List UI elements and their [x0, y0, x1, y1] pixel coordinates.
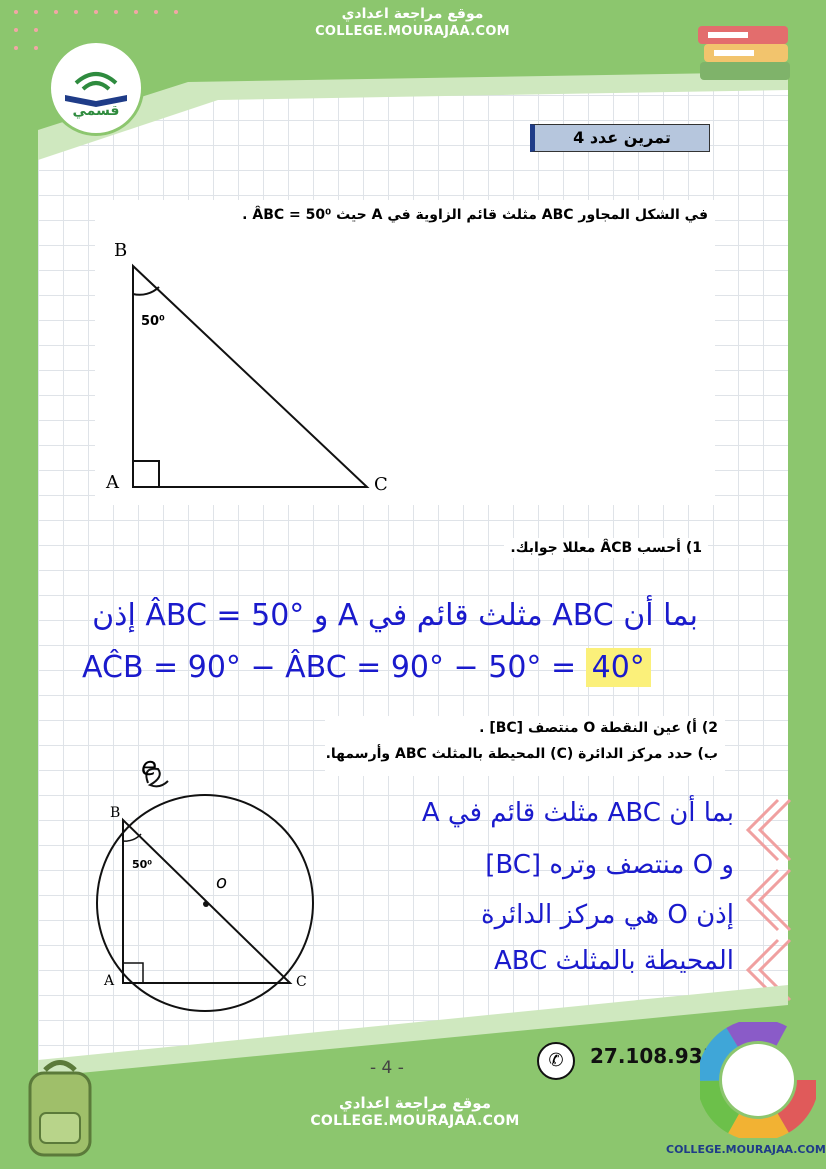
fig2-label-circle: e	[141, 752, 157, 782]
footer-site-en: COLLEGE.MOURAJAA.COM	[310, 1112, 520, 1129]
footer-site-ar: موقع مراجعة اعدادي	[339, 1094, 491, 1112]
bottom-green-wedge	[38, 985, 788, 1090]
fig1-label-c: C	[374, 474, 388, 495]
exercise-statement: في الشكل المجاور ABC مثلث قائم الزاوية في A حيث ÂBC = 50⁰ .	[242, 207, 708, 223]
fig2-label-a: A	[104, 973, 115, 989]
logo-text: قسمي	[72, 103, 120, 119]
wifi-book-icon	[51, 43, 141, 133]
answer1-line1: بما أن ABC مثلث قائم في A و ÂBC = 50° إذن	[92, 598, 698, 633]
frame-left	[0, 0, 38, 1169]
exercise-title: تمرين عدد 4	[530, 124, 710, 152]
education-wheel-icon	[700, 1022, 816, 1138]
question-2b: ب) حدد مركز الدائرة (C) المحيطة بالمثلث ABC وأرسمها.	[325, 746, 718, 762]
books-icon	[690, 10, 800, 100]
fig1-label-b: B	[114, 240, 128, 261]
answer2-line3: إذن O هي مركز الدائرة	[480, 900, 734, 930]
header-site-en: COLLEGE.MOURAJAA.COM	[315, 23, 510, 39]
answer1-line2	[82, 650, 651, 685]
fig2-label-o: o	[216, 872, 228, 893]
fig1-label-a: A	[106, 472, 119, 493]
phone-icon: ✆	[537, 1042, 575, 1080]
header-site-pill	[265, 0, 560, 56]
footer-site-right: COLLEGE.MOURAJAA.COM	[666, 1143, 826, 1156]
backpack-icon	[10, 1055, 110, 1165]
question-1: 1) أحسب ÂCB معللا جوابك.	[504, 538, 708, 558]
fig2-angle-label: 50⁰	[132, 858, 153, 871]
fig2-label-c: C	[296, 974, 307, 990]
footer-site-pill	[270, 1080, 560, 1146]
header-site-ar: موقع مراجعة اعدادي	[341, 6, 484, 22]
fig2-label-b: B	[110, 805, 121, 821]
answer1-result: 40°	[586, 648, 651, 687]
logo	[48, 40, 144, 136]
page-number: - 4 -	[370, 1058, 404, 1078]
answer1-calc: AĈB = 90° − ÂBC = 90° − 50° =	[82, 650, 577, 685]
question-2a: 2) أ) عين النقطة O منتصف [BC] .	[479, 720, 718, 736]
fig1-angle-label: 50⁰	[141, 314, 165, 329]
answer2-line4: المحيطة بالمثلث ABC	[493, 946, 734, 976]
answer2-line1: بما أن ABC مثلث قائم في A	[421, 798, 734, 828]
answer2-line2: و O منتصف وتره [BC]	[485, 850, 734, 880]
triangle-figure-1	[95, 230, 415, 505]
phone-number: 27.108.931	[590, 1044, 717, 1068]
